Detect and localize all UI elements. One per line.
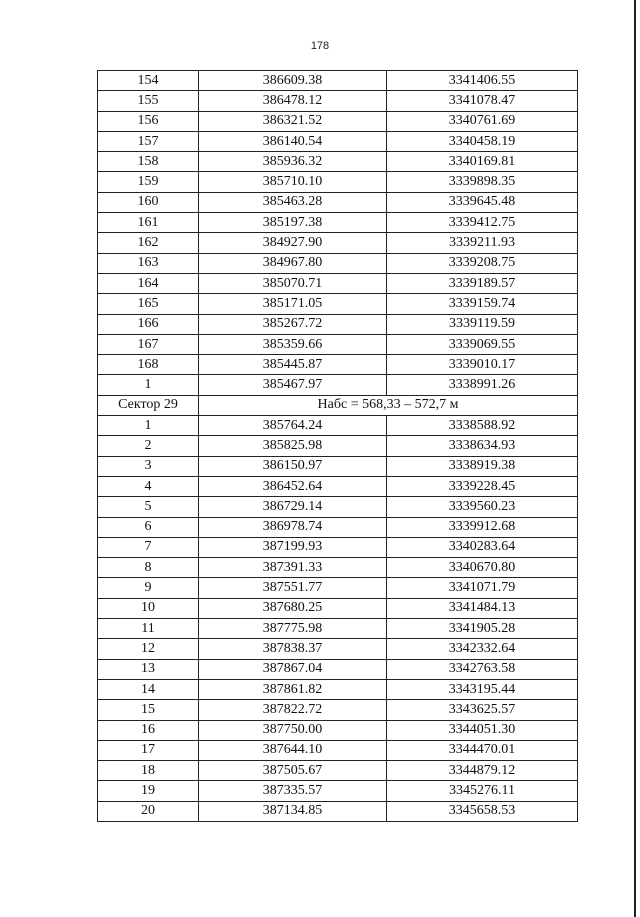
y-coordinate-cell: 3339208.75 [387,253,578,273]
table-row [98,537,578,557]
table-row [98,679,578,699]
table-row [98,416,578,436]
sector-header-row [98,395,578,415]
point-number-cell: 7 [98,537,199,557]
table-row [98,375,578,395]
table-row [98,558,578,578]
point-number-cell: 12 [98,639,199,659]
x-coordinate-cell: 385445.87 [199,355,387,375]
x-coordinate-cell: 385467.97 [199,375,387,395]
table-row [98,659,578,679]
point-number-cell: 9 [98,578,199,598]
y-coordinate-cell: 3341905.28 [387,619,578,639]
table-row [98,436,578,456]
x-coordinate-cell: 387134.85 [199,801,387,821]
x-coordinate-cell: 385825.98 [199,436,387,456]
table-row [98,152,578,172]
x-coordinate-cell: 387391.33 [199,558,387,578]
point-number-cell: 3 [98,456,199,476]
point-number-cell: 165 [98,294,199,314]
x-coordinate-cell: 387861.82 [199,679,387,699]
y-coordinate-cell: 3339010.17 [387,355,578,375]
x-coordinate-cell: 386729.14 [199,497,387,517]
x-coordinate-cell: 386150.97 [199,456,387,476]
x-coordinate-cell: 384927.90 [199,233,387,253]
y-coordinate-cell: 3339228.45 [387,476,578,496]
point-number-cell: 14 [98,679,199,699]
x-coordinate-cell: 386452.64 [199,476,387,496]
point-number-cell: 156 [98,111,199,131]
sector-header-group [98,395,578,415]
page-number: 178 [310,40,330,52]
point-number-cell: 1 [98,416,199,436]
x-coordinate-cell: 385463.28 [199,192,387,212]
table-row [98,233,578,253]
sector-height-range: Набс = 568,33 – 572,7 м [199,395,578,415]
y-coordinate-cell: 3340670.80 [387,558,578,578]
y-coordinate-cell: 3340458.19 [387,131,578,151]
y-coordinate-cell: 3339645.48 [387,192,578,212]
x-coordinate-cell: 387822.72 [199,700,387,720]
point-number-cell: 154 [98,71,199,91]
table-row [98,71,578,91]
table-row [98,355,578,375]
point-number-cell: 6 [98,517,199,537]
table-row [98,639,578,659]
point-number-cell: 166 [98,314,199,334]
x-coordinate-cell: 385171.05 [199,294,387,314]
table-row [98,334,578,354]
table-body-sector-29 [98,416,578,822]
y-coordinate-cell: 3341071.79 [387,578,578,598]
x-coordinate-cell: 385267.72 [199,314,387,334]
point-number-cell: 4 [98,476,199,496]
point-number-cell: 1 [98,375,199,395]
point-number-cell: 168 [98,355,199,375]
y-coordinate-cell: 3339069.55 [387,334,578,354]
x-coordinate-cell: 385710.10 [199,172,387,192]
x-coordinate-cell: 385197.38 [199,213,387,233]
y-coordinate-cell: 3338991.26 [387,375,578,395]
table-row [98,294,578,314]
table-row [98,720,578,740]
y-coordinate-cell: 3339412.75 [387,213,578,233]
table-row [98,497,578,517]
table-row [98,598,578,618]
table-row [98,781,578,801]
y-coordinate-cell: 3345276.11 [387,781,578,801]
x-coordinate-cell: 385764.24 [199,416,387,436]
coordinates-table [97,70,578,822]
table-row [98,456,578,476]
y-coordinate-cell: 3339560.23 [387,497,578,517]
x-coordinate-cell: 387750.00 [199,720,387,740]
point-number-cell: 162 [98,233,199,253]
table-row [98,131,578,151]
point-number-cell: 155 [98,91,199,111]
table-row [98,192,578,212]
x-coordinate-cell: 385070.71 [199,273,387,293]
point-number-cell: 164 [98,273,199,293]
x-coordinate-cell: 387775.98 [199,619,387,639]
x-coordinate-cell: 386321.52 [199,111,387,131]
y-coordinate-cell: 3339189.57 [387,273,578,293]
table-row [98,213,578,233]
x-coordinate-cell: 386478.12 [199,91,387,111]
table-row [98,253,578,273]
point-number-cell: 10 [98,598,199,618]
page-edge [634,0,636,917]
y-coordinate-cell: 3340169.81 [387,152,578,172]
point-number-cell: 8 [98,558,199,578]
table-row [98,314,578,334]
y-coordinate-cell: 3339119.59 [387,314,578,334]
y-coordinate-cell: 3343625.57 [387,700,578,720]
table-row [98,273,578,293]
y-coordinate-cell: 3338919.38 [387,456,578,476]
table-row [98,700,578,720]
point-number-cell: 167 [98,334,199,354]
y-coordinate-cell: 3338634.93 [387,436,578,456]
point-number-cell: 15 [98,700,199,720]
x-coordinate-cell: 387838.37 [199,639,387,659]
y-coordinate-cell: 3342332.64 [387,639,578,659]
point-number-cell: 160 [98,192,199,212]
y-coordinate-cell: 3339211.93 [387,233,578,253]
table-row [98,91,578,111]
x-coordinate-cell: 385359.66 [199,334,387,354]
y-coordinate-cell: 3339912.68 [387,517,578,537]
table-row [98,761,578,781]
y-coordinate-cell: 3341078.47 [387,91,578,111]
table-row [98,619,578,639]
y-coordinate-cell: 3345658.53 [387,801,578,821]
x-coordinate-cell: 387505.67 [199,761,387,781]
y-coordinate-cell: 3344470.01 [387,740,578,760]
point-number-cell: 20 [98,801,199,821]
point-number-cell: 157 [98,131,199,151]
x-coordinate-cell: 385936.32 [199,152,387,172]
sector-label: Сектор 29 [98,395,199,415]
x-coordinate-cell: 387680.25 [199,598,387,618]
point-number-cell: 2 [98,436,199,456]
point-number-cell: 159 [98,172,199,192]
table-row [98,111,578,131]
y-coordinate-cell: 3344879.12 [387,761,578,781]
table-row [98,172,578,192]
y-coordinate-cell: 3338588.92 [387,416,578,436]
x-coordinate-cell: 387551.77 [199,578,387,598]
x-coordinate-cell: 387335.57 [199,781,387,801]
point-number-cell: 16 [98,720,199,740]
x-coordinate-cell: 387644.10 [199,740,387,760]
point-number-cell: 19 [98,781,199,801]
y-coordinate-cell: 3339159.74 [387,294,578,314]
table-row [98,740,578,760]
x-coordinate-cell: 386140.54 [199,131,387,151]
x-coordinate-cell: 386978.74 [199,517,387,537]
y-coordinate-cell: 3344051.30 [387,720,578,740]
point-number-cell: 13 [98,659,199,679]
y-coordinate-cell: 3341484.13 [387,598,578,618]
point-number-cell: 158 [98,152,199,172]
table-body-before-sector [98,71,578,396]
table-row [98,801,578,821]
x-coordinate-cell: 387199.93 [199,537,387,557]
point-number-cell: 11 [98,619,199,639]
table-row [98,578,578,598]
point-number-cell: 18 [98,761,199,781]
y-coordinate-cell: 3339898.35 [387,172,578,192]
x-coordinate-cell: 386609.38 [199,71,387,91]
y-coordinate-cell: 3340761.69 [387,111,578,131]
point-number-cell: 163 [98,253,199,273]
y-coordinate-cell: 3341406.55 [387,71,578,91]
point-number-cell: 5 [98,497,199,517]
point-number-cell: 161 [98,213,199,233]
y-coordinate-cell: 3343195.44 [387,679,578,699]
x-coordinate-cell: 387867.04 [199,659,387,679]
x-coordinate-cell: 384967.80 [199,253,387,273]
table-row [98,476,578,496]
y-coordinate-cell: 3342763.58 [387,659,578,679]
y-coordinate-cell: 3340283.64 [387,537,578,557]
table-row [98,517,578,537]
point-number-cell: 17 [98,740,199,760]
